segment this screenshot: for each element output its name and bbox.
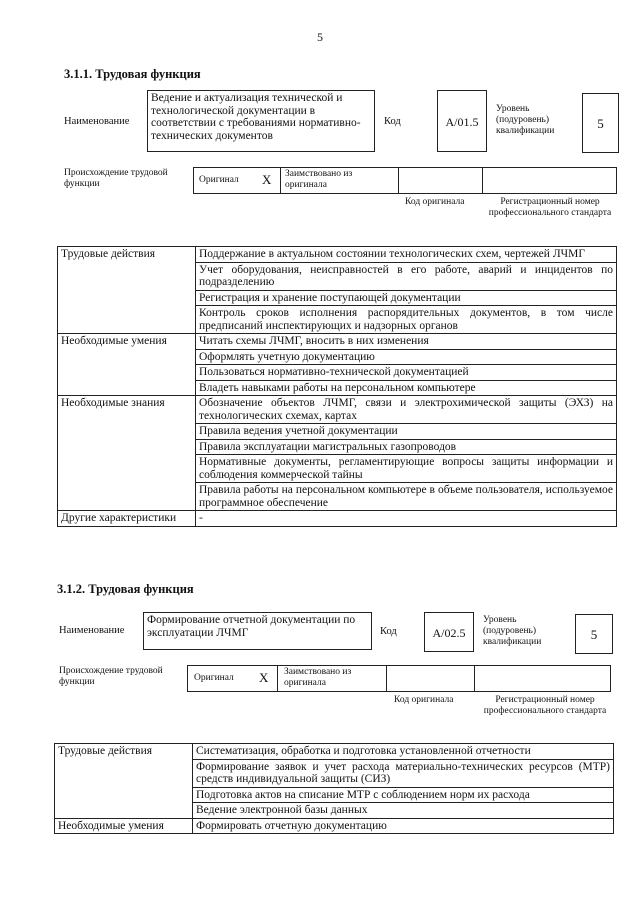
row-item: Систематизация, обработка и подготовка установленной отчетности bbox=[193, 744, 614, 760]
divider bbox=[280, 167, 281, 194]
level-label: Уровень (подуровень) квалификации bbox=[483, 615, 542, 647]
row-item: Поддержание в актуальном состоянии технологических схем, чертежей ЛЧМГ bbox=[196, 247, 617, 263]
row-item: Пользоваться нормативно-технической документацией bbox=[196, 365, 617, 381]
row-item: Обозначение объектов ЛЧМГ, связи и электрохимической защиты (ЭХЗ) на технологических схемах, картах bbox=[196, 396, 617, 424]
section-heading: 3.1.1. Трудовая функция bbox=[64, 67, 201, 81]
row-item: Владеть навыками работы на персональном компьютере bbox=[196, 380, 617, 396]
row-item: Правила ведения учетной документации bbox=[196, 424, 617, 440]
original-mark: X bbox=[259, 670, 269, 685]
row-label: Необходимые знания bbox=[58, 396, 196, 511]
function-name: Ведение и актуализация технической и технологической документации в соответствии с требованиями нормативно-технических документов bbox=[147, 90, 375, 152]
function-table-2 bbox=[54, 743, 614, 834]
row-item: Ведение электронной базы данных bbox=[193, 803, 614, 819]
function-name: Формирование отчетной документации по эксплуатации ЛЧМГ bbox=[143, 612, 372, 650]
code-label: Код bbox=[384, 116, 401, 127]
level-value: 5 bbox=[575, 614, 613, 654]
divider bbox=[277, 665, 278, 692]
row-item: Контроль сроков исполнения распорядительных документов, в том числе предписаний инспектирующих и надзорных органов bbox=[196, 306, 617, 334]
table-row bbox=[58, 511, 617, 527]
original-label: Оригинал bbox=[194, 673, 234, 683]
row-label: Трудовые действия bbox=[58, 247, 196, 334]
divider bbox=[474, 665, 475, 692]
level-label: Уровень (подуровень) квалификации bbox=[496, 104, 555, 136]
borrowed-label: Заимствовано из оригинала bbox=[285, 169, 353, 190]
origin-label: Происхождение трудовой функции bbox=[59, 666, 163, 687]
level-value: 5 bbox=[582, 93, 619, 153]
reg-number-label: Регистрационный номер профессионального стандарта bbox=[488, 197, 612, 218]
code-original-label: Код оригинала bbox=[394, 695, 454, 705]
table-row bbox=[55, 744, 614, 760]
row-item: Подготовка актов на списание МТР с соблюдением норм их расхода bbox=[193, 787, 614, 803]
table-row bbox=[55, 818, 614, 834]
section-heading: 3.1.2. Трудовая функция bbox=[57, 582, 194, 596]
row-item: Формирование заявок и учет расхода материально-технических ресурсов (МТР) средств индивидуальной защиты (СИЗ) bbox=[193, 759, 614, 787]
divider bbox=[386, 665, 387, 692]
code-label: Код bbox=[380, 626, 397, 637]
divider bbox=[398, 167, 399, 194]
code-value: А/02.5 bbox=[424, 612, 474, 652]
origin-table bbox=[187, 665, 611, 692]
table-row bbox=[58, 247, 617, 263]
original-mark: X bbox=[262, 172, 272, 187]
function-table-1 bbox=[57, 246, 617, 527]
row-label: Другие характеристики bbox=[58, 511, 196, 527]
row-item: Правила работы на персональном компьютере в объеме пользователя, используемое программное обеспечение bbox=[196, 483, 617, 511]
row-item: Оформлять учетную документацию bbox=[196, 349, 617, 365]
name-label: Наименование bbox=[64, 116, 130, 127]
code-original-label: Код оригинала bbox=[405, 197, 465, 207]
name-label: Наименование bbox=[59, 625, 125, 636]
row-label: Необходимые умения bbox=[58, 334, 196, 396]
row-item: Учет оборудования, неисправностей в его работе, аварий и инцидентов по подразделению bbox=[196, 262, 617, 290]
page-number: 5 bbox=[317, 30, 323, 44]
table-row bbox=[58, 396, 617, 424]
row-label: Необходимые умения bbox=[55, 818, 193, 834]
divider bbox=[482, 167, 483, 194]
row-label: Трудовые действия bbox=[55, 744, 193, 819]
table-row bbox=[58, 334, 617, 350]
row-item: Формировать отчетную документацию bbox=[193, 818, 614, 834]
row-item: Нормативные документы, регламентирующие вопросы защиты информации и соблюдения коммерческой тайны bbox=[196, 455, 617, 483]
reg-number-label: Регистрационный номер профессионального стандарта bbox=[483, 695, 607, 716]
row-item: - bbox=[196, 511, 617, 527]
borrowed-label: Заимствовано из оригинала bbox=[284, 667, 352, 688]
row-item: Читать схемы ЛЧМГ, вносить в них изменения bbox=[196, 334, 617, 350]
original-label: Оригинал bbox=[199, 175, 239, 185]
row-item: Регистрация и хранение поступающей документации bbox=[196, 290, 617, 306]
origin-table bbox=[193, 167, 617, 194]
origin-label: Происхождение трудовой функции bbox=[64, 168, 168, 189]
row-item: Правила эксплуатации магистральных газопроводов bbox=[196, 439, 617, 455]
code-value: А/01.5 bbox=[437, 90, 487, 152]
